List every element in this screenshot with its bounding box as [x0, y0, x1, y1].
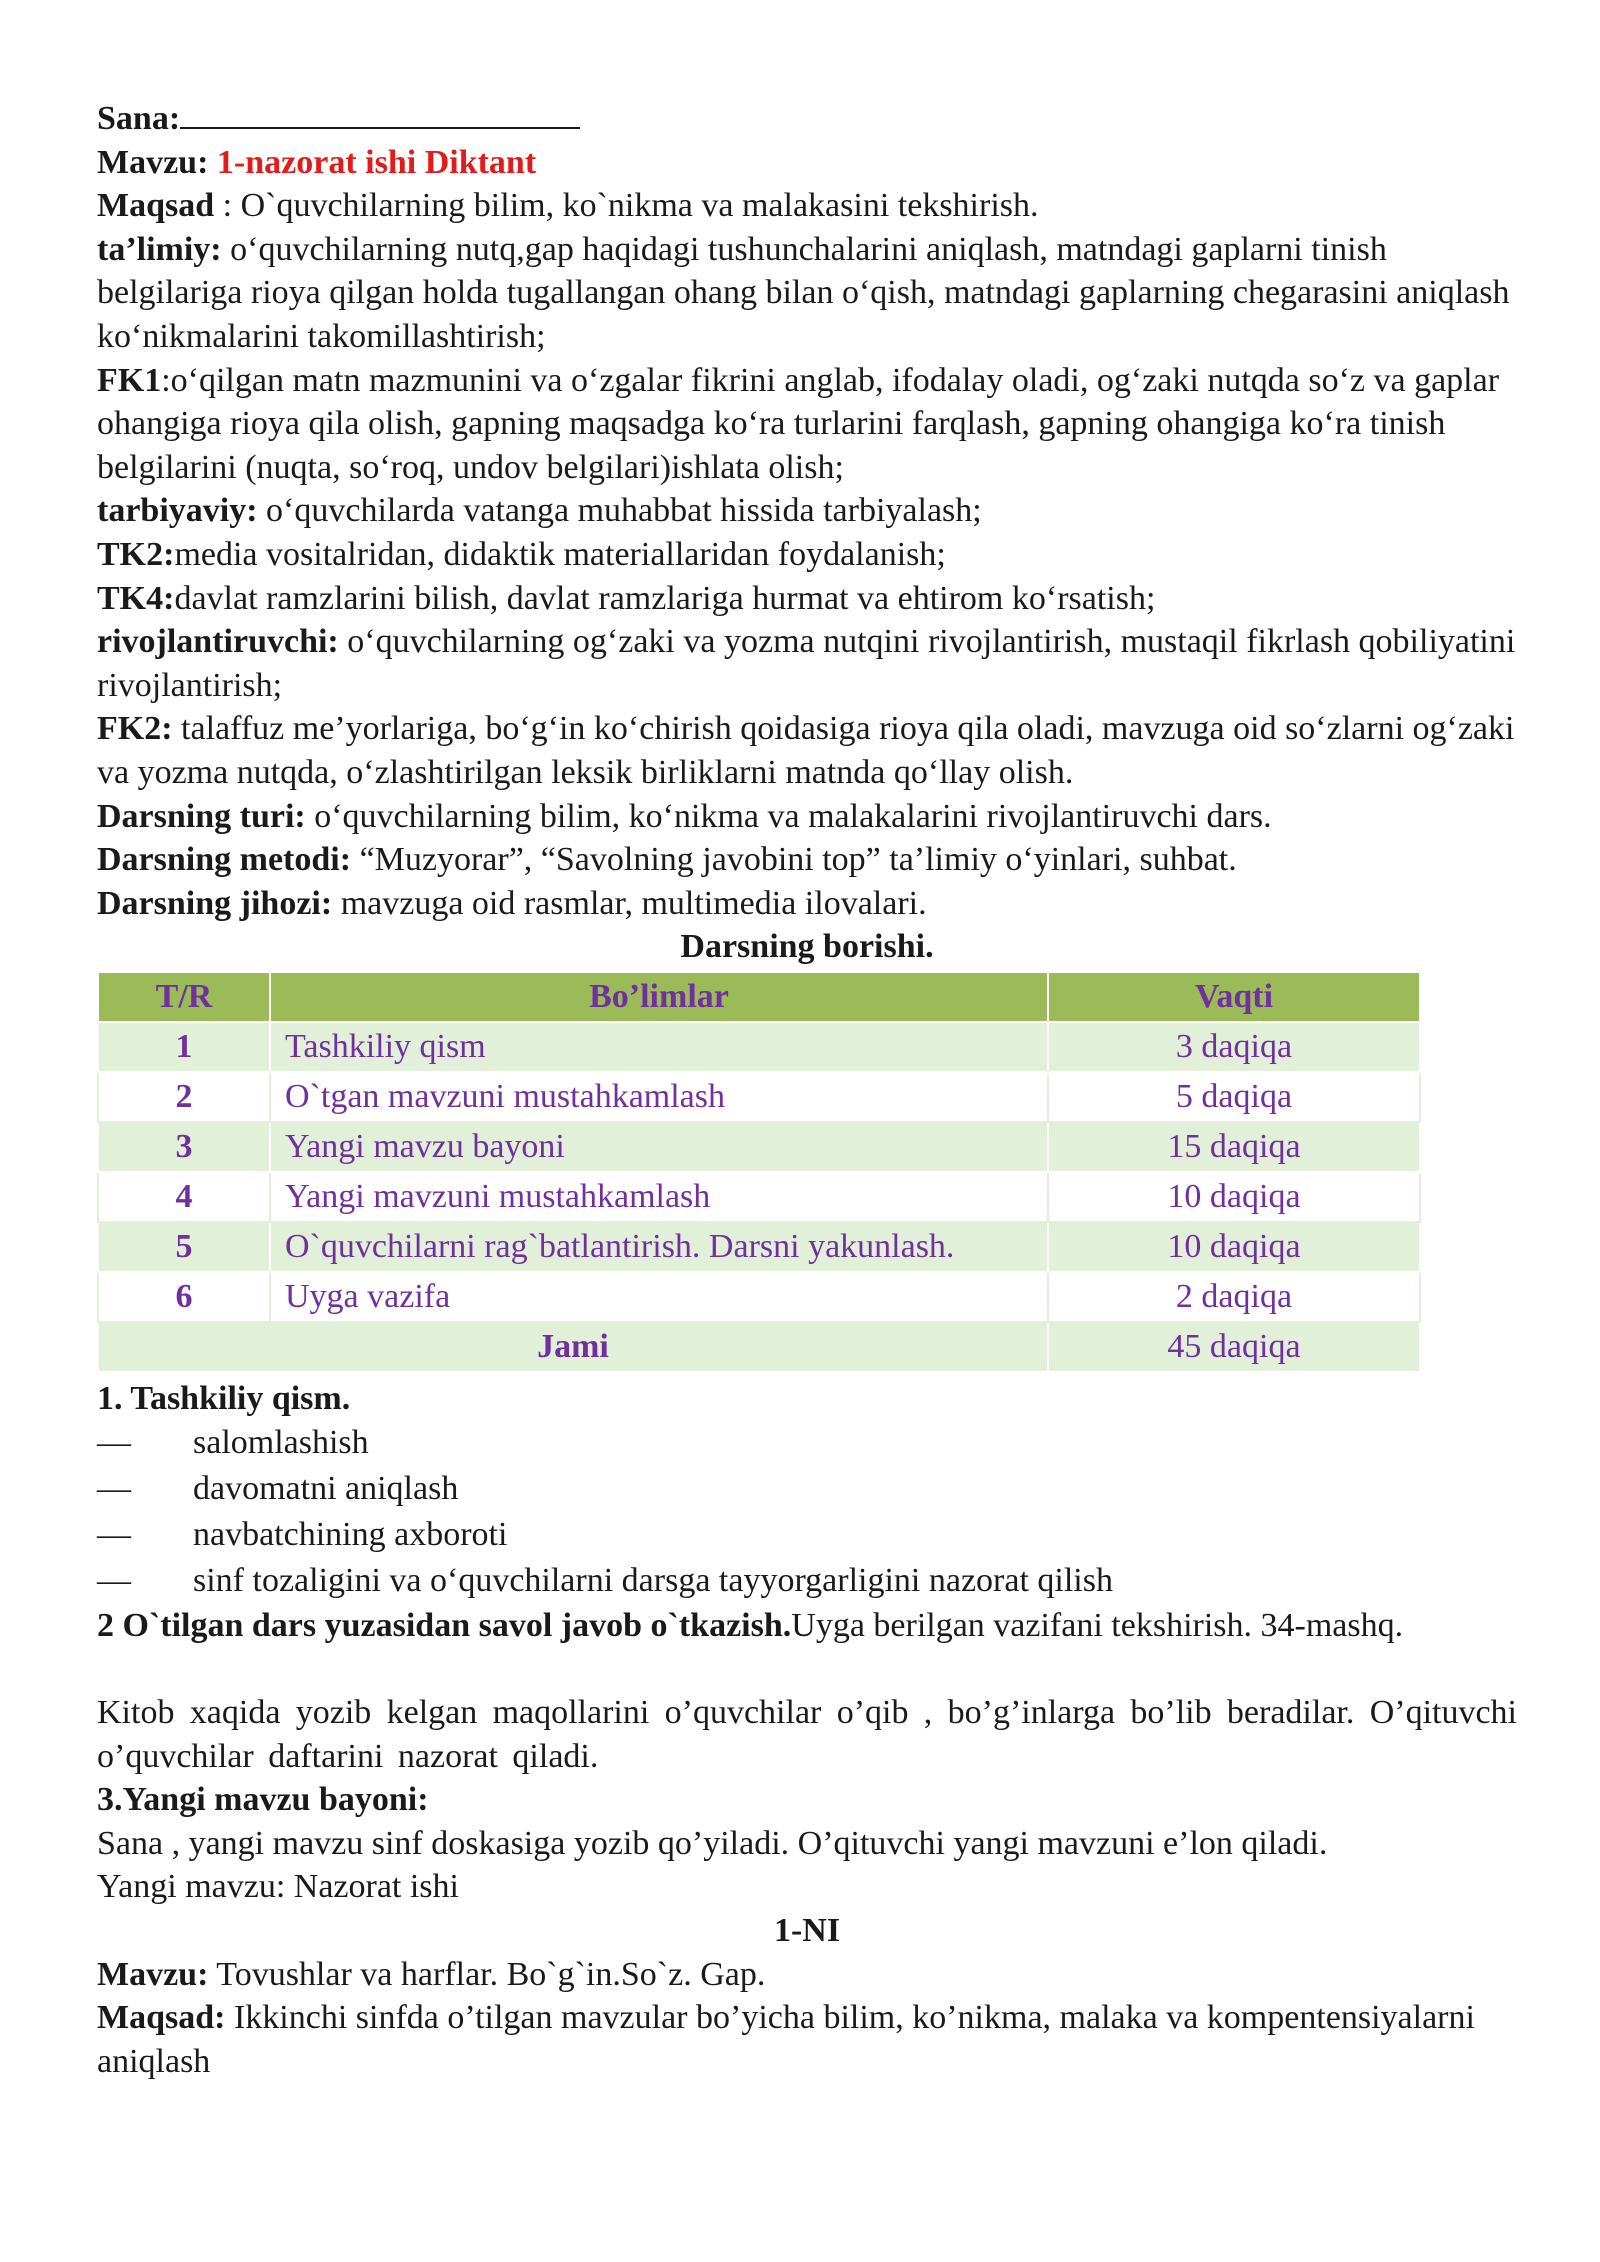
plan-title: Darsning borishi.	[680, 928, 934, 966]
lesson-equipment: Darsning jihozi: mavzuga oid rasmlar, multimedia ilovalari.	[97, 884, 927, 922]
section2-paragraph: Kitob xaqida yozib kelgan maqollarini o’quvchilar o’qib , bo’g’inlarga bo’lib beradilar. O’qituvchi o’quvchilar daftarini nazorat qiladi.	[97, 1694, 1517, 1775]
section3-title: 3.Yangi mavzu bayoni:	[97, 1781, 429, 1819]
topic-value: 1-nazorat ishi Diktant	[216, 143, 537, 181]
objective-rivojlantiruvchi: rivojlantiruvchi: o‘quvchilarning og‘zaki va yozma nutqini rivojlantirish, mustaqil fikrlash qobiliyatini rivojlantirish;	[97, 623, 1516, 704]
lesson-plan-table	[97, 971, 1421, 1373]
date-label: Sana:	[97, 100, 181, 137]
date-line	[97, 97, 1517, 141]
total-time: 45 daqiqa	[1048, 1322, 1420, 1372]
objective-tarbiyaviy: tarbiyaviy: o‘quvchilarda vatanga muhabbat hissida tarbiyalash;	[97, 492, 982, 530]
header-number: T/R	[98, 972, 270, 1022]
control-topic: Mavzu: Tovushlar va harflar. Bo`g`in.So`z. Gap.	[97, 1955, 766, 1993]
topic-label: Mavzu:	[97, 143, 209, 181]
table-row: 4 Yangi mavzuni mustahkamlash 10 daqiqa	[98, 1172, 1420, 1222]
header-time: Vaqti	[1048, 972, 1420, 1022]
section3-line2: Yangi mavzu: Nazorat ishi	[97, 1868, 459, 1906]
list-item: — sinf tozaligini va o‘quvchilarni darsga tayyorgarligini nazorat qilish	[97, 1562, 1113, 1600]
goal-line	[97, 184, 1517, 228]
total-label: Jami	[98, 1322, 1048, 1372]
table-row: 3 Yangi mavzu bayoni 15 daqiqa	[98, 1122, 1420, 1172]
date-blank	[180, 97, 580, 129]
objective-tk4: TK4:davlat ramzlarini bilish, davlat ramzlariga hurmat va ehtirom ko‘rsatish;	[97, 579, 1156, 617]
list-item: — salomlashish	[97, 1424, 369, 1462]
table-header-row	[98, 972, 1420, 1022]
section3-line1: Sana , yangi mavzu sinf doskasiga yozib qo’yiladi. O’qituvchi yangi mavzuni e’lon qiladi.	[97, 1824, 1328, 1862]
table-row: 6 Uyga vazifa 2 daqiqa	[98, 1272, 1420, 1322]
section1-list	[97, 1420, 1517, 1604]
header-sections: Bo’limlar	[270, 972, 1048, 1022]
table-row: 2 O`tgan mavzuni mustahkamlash 5 daqiqa	[98, 1072, 1420, 1122]
table-row: 1 Tashkiliy qism 3 daqiqa	[98, 1022, 1420, 1072]
objective-fk2: FK2: talaffuz me’yorlariga, bo‘g‘in ko‘chirish qoidasiga rioya qila oladi, mavzuga oid so‘zlarni og‘zaki va yozma nutqda, o‘zlashtirilgan leksik birliklarni matnda qo‘llay olish.	[97, 710, 1515, 791]
objective-talimiy: ta’limiy: o‘quvchilarning nutq,gap haqidagi tushunchalarini aniqlash, matndagi gaplarni tinish belgilariga rioya qilgan holda tugallangan ohang bilan o‘qish, matndagi gaplarning chegarasini aniqlash ko‘nikmalarini takomillashtirish;	[97, 230, 1510, 355]
topic-line	[97, 141, 1517, 185]
table-row: 5 O`quvchilarni rag`batlantirish. Darsni yakunlash. 10 daqiqa	[98, 1222, 1420, 1272]
list-item: — davomatni aniqlash	[97, 1470, 459, 1508]
lesson-type: Darsning turi: o‘quvchilarning bilim, ko‘nikma va malakalarini rivojlantiruvchi dars.	[97, 797, 1272, 835]
section2-heading: 2 O`tilgan dars yuzasidan savol javob o`tkazish.Uyga berilgan vazifani tekshirish. 34-mashq.	[97, 1607, 1404, 1645]
table-total-row	[98, 1322, 1420, 1372]
control-work-title: 1-NI	[773, 1912, 841, 1950]
section1-title: 1. Tashkiliy qism.	[97, 1379, 351, 1417]
document-page	[97, 97, 1517, 2083]
spacer	[97, 1648, 1517, 1691]
control-goal: Maqsad: Ikkinchi sinfda o’tilgan mavzular bo’yicha bilim, ko’nikma, malaka va kompentensiyalarni aniqlash	[97, 1999, 1475, 2080]
goal-label: Maqsad	[97, 187, 215, 225]
objective-fk1: FK1:o‘qilgan matn mazmunini va o‘zgalar fikrini anglab, ifodalay oladi, og‘zaki nutqda so‘z va gaplar ohangiga rioya qila olish, gapning maqsadga ko‘ra turlarini farqlash, gapning ohangiga ko‘ra tinish belgilarini (nuqta, so‘roq, undov belgilari)ishlata olish;	[97, 361, 1500, 486]
list-item: — navbatchining axboroti	[97, 1516, 508, 1554]
objective-tk2: TK2:media vositalridan, didaktik materiallaridan foydalanish;	[97, 535, 946, 573]
goal-value: : O`quvchilarning bilim, ko`nikma va malakasini tekshirish.	[214, 187, 1039, 225]
lesson-method: Darsning metodi: “Muzyorar”, “Savolning javobini top” ta’limiy o‘yinlari, suhbat.	[97, 841, 1237, 879]
